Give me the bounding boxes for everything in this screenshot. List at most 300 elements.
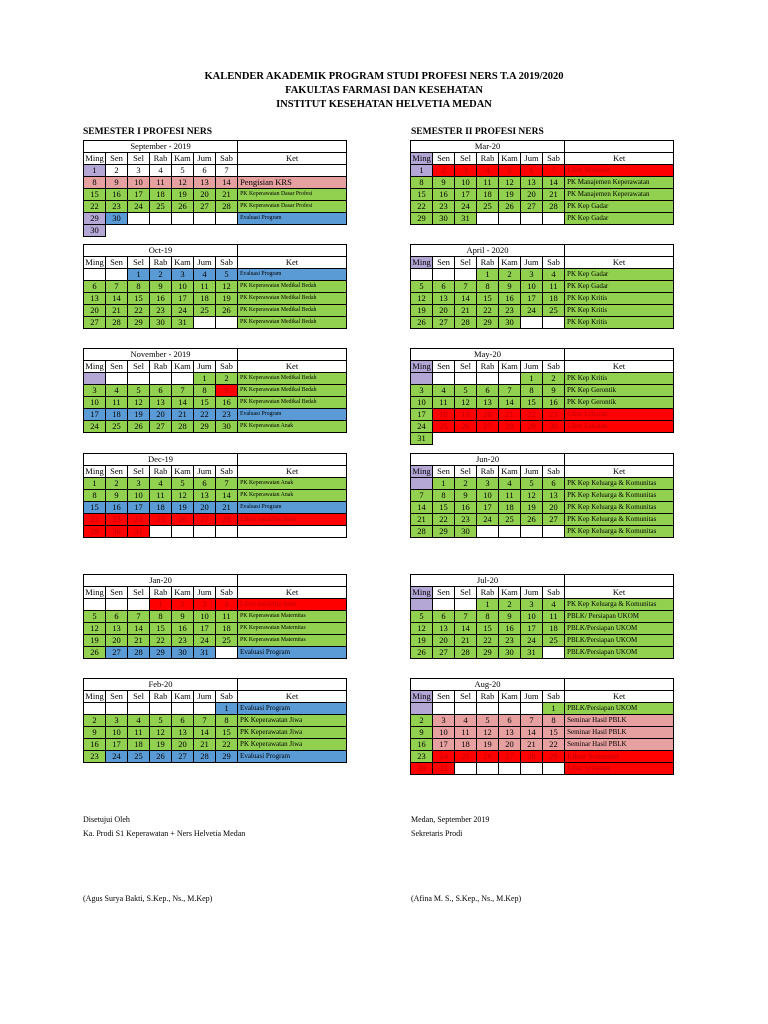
week-row [411,490,674,502]
week-row [84,611,347,623]
ket-header: Ket [565,691,674,703]
date-cell: 14 [455,293,477,305]
date-cell [172,373,194,385]
date-cell: 2 [216,373,238,385]
date-cell: 25 [433,421,455,433]
day-header: Jum [194,153,216,165]
date-cell: 28 [194,751,216,763]
date-cell: 25 [128,751,150,763]
date-cell: 20 [194,502,216,514]
month-table [410,348,674,445]
month-name: Aug-20 [411,679,565,691]
day-header: Jum [521,587,543,599]
date-cell: 29 [477,317,499,329]
date-cell: 4 [543,599,565,611]
day-header: Sel [128,587,150,599]
ket-header: Ket [238,361,347,373]
ket-cell: Evaluasi Program [238,647,347,659]
day-header: Kam [172,587,194,599]
ket-header: Ket [565,587,674,599]
date-cell: 21 [216,502,238,514]
date-cell: 3 [172,269,194,281]
date-cell: 21 [172,409,194,421]
date-cell: 7 [216,478,238,490]
date-cell: 8 [216,715,238,727]
date-cell: 15 [128,293,150,305]
date-cell: 10 [106,727,128,739]
month-table [410,678,674,775]
date-cell: 30 [106,526,128,538]
ket-cell: PK Keperawatan Medikal Bedah [238,293,347,305]
date-cell: 16 [106,189,128,201]
ket-cell: PK Kep Keluarga & Komunitas [565,599,674,611]
date-cell: 19 [150,739,172,751]
date-cell: 16 [455,502,477,514]
date-cell: 17 [194,623,216,635]
ket-header: Ket [565,361,674,373]
secretary-role: Sekretaris Prodi [411,829,463,838]
date-cell: 9 [433,177,455,189]
date-cell [543,763,565,775]
day-header: Ming [85,466,104,476]
day-header: Sen [433,361,455,373]
date-cell: 6 [194,165,216,177]
date-cell: 16 [433,189,455,201]
date-cell [477,703,499,715]
date-cell: 18 [128,739,150,751]
date-cell: 29 [150,647,172,659]
date-cell [521,317,543,329]
date-cell [411,478,433,490]
date-cell: 17 [128,502,150,514]
ket-cell: PK Keperawatan Medikal Bedah [238,281,347,293]
day-header: Sel [455,361,477,373]
week-row [84,490,347,502]
day-header: Ming [412,361,431,371]
date-cell: 8 [433,490,455,502]
date-cell: 7 [455,281,477,293]
date-cell: 21 [543,189,565,201]
date-cell: 8 [477,281,499,293]
date-cell: 24 [521,305,543,317]
date-cell: 23 [455,514,477,526]
date-cell [216,526,238,538]
date-cell: 29 [543,751,565,763]
date-cell: 4 [477,165,499,177]
date-cell: 30 [150,317,172,329]
date-cell: 12 [411,623,433,635]
ket-cell: PK Kep Keluarga & Komunitas [565,514,674,526]
day-header: Sab [216,466,238,478]
date-cell: 31 [411,433,433,445]
week-row [411,635,674,647]
month-name: Jun-20 [411,454,565,466]
date-cell: 9 [216,385,238,397]
date-cell: 18 [106,409,128,421]
date-cell [455,763,477,775]
day-header: Sel [455,587,477,599]
date-cell: 11 [455,727,477,739]
date-cell: 20 [106,635,128,647]
day-header: Kam [172,466,194,478]
date-cell: 3 [128,478,150,490]
day-header: Sel [455,257,477,269]
date-cell: 4 [216,599,238,611]
date-cell: 5 [150,715,172,727]
date-cell: 2 [84,715,106,727]
day-header: Sel [455,153,477,165]
date-cell: 28 [106,317,128,329]
date-cell: 5 [84,611,106,623]
date-cell: 14 [216,177,238,189]
day-header: Ming [85,361,104,371]
day-header: Sab [543,361,565,373]
date-cell: 23 [499,635,521,647]
month-table [410,244,674,329]
date-cell: 10 [84,397,106,409]
date-cell: 21 [216,189,238,201]
date-cell [128,599,150,611]
day-header: Ming [412,691,431,701]
date-cell [194,317,216,329]
week-row [84,751,347,763]
date-cell: 22 [128,305,150,317]
date-cell: 24 [521,635,543,647]
week-row [84,502,347,514]
date-cell: 10 [477,490,499,502]
ket-cell: Evaluasi Program [238,751,347,763]
date-cell [477,526,499,538]
day-header: Sab [543,257,565,269]
month-table [83,244,347,329]
week-row [411,201,674,213]
ket-cell: PBLK/ Persiapan UKOM [565,611,674,623]
month-name: April - 2020 [411,245,565,257]
date-cell: 27 [433,317,455,329]
date-cell: 10 [128,490,150,502]
day-header: Sen [433,691,455,703]
day-header: Sen [106,466,128,478]
day-header: Rab [477,691,499,703]
day-header: Kam [172,257,194,269]
ket-cell: PBLK/Persiapan UKOM [565,647,674,659]
date-cell: 13 [106,623,128,635]
date-cell: 28 [455,647,477,659]
date-cell: 29 [411,213,433,225]
date-cell: 25 [543,305,565,317]
date-cell: 24 [128,514,150,526]
date-cell: 24 [411,421,433,433]
date-cell [499,213,521,225]
date-cell: 28 [499,421,521,433]
date-cell [411,373,433,385]
date-cell: 23 [106,201,128,213]
week-row [84,739,347,751]
date-cell: 3 [128,165,150,177]
date-cell: 9 [499,281,521,293]
ket-cell: PK Manajemen Keperawatan [565,177,674,189]
date-cell: 6 [433,281,455,293]
date-cell: 2 [106,478,128,490]
date-cell: 9 [455,490,477,502]
day-header: Sab [543,466,565,478]
ket-header: Ket [238,153,347,165]
week-row [84,201,347,213]
date-cell: 23 [411,751,433,763]
date-cell: 4 [455,715,477,727]
semester-1-heading: SEMESTER I PROFESI NERS [83,127,213,137]
date-cell: 20 [499,739,521,751]
date-cell: 16 [150,293,172,305]
week-row [84,213,347,225]
date-cell [543,317,565,329]
day-header: Rab [150,587,172,599]
week-row [411,269,674,281]
date-cell: 27 [477,421,499,433]
week-row [84,225,347,237]
ket-header: Ket [238,466,347,478]
date-cell: 8 [84,490,106,502]
day-header: Jum [521,691,543,703]
date-cell: 26 [455,421,477,433]
ket-header: Ket [565,466,674,478]
ket-cell: PK Keperawatan Medikal Bedah [238,397,347,409]
week-row [411,526,674,538]
day-header: Jum [521,257,543,269]
ket-cell: PK Keperawatan Anak [238,421,347,433]
date-cell: 22 [521,409,543,421]
date-cell: 18 [216,623,238,635]
month-header-blank [238,141,347,153]
day-header: Rab [477,361,499,373]
date-cell: 26 [84,647,106,659]
ket-cell: PK Keperawatan Maternitas [238,611,347,623]
week-row [84,727,347,739]
week-row [411,373,674,385]
ket-cell: PK Kep Kritis [565,305,674,317]
date-cell: 15 [477,293,499,305]
date-cell: 17 [128,189,150,201]
day-header: Sab [216,361,238,373]
day-header: Rab [477,466,499,478]
date-cell: 12 [477,727,499,739]
date-cell: 29 [433,526,455,538]
date-cell: 19 [411,635,433,647]
date-cell: 19 [455,409,477,421]
date-cell [543,647,565,659]
date-cell: 5 [455,385,477,397]
date-cell: 5 [499,165,521,177]
date-cell: 22 [150,635,172,647]
week-row [84,623,347,635]
date-cell [194,526,216,538]
date-cell: 9 [499,611,521,623]
ket-cell: PK Keperawatan Dasar Profesi [238,189,347,201]
title-2: FAKULTAS FARMASI DAN KESEHATAN [285,85,483,96]
date-cell: 15 [543,727,565,739]
date-cell: 21 [128,635,150,647]
day-header: Ming [85,257,104,267]
ket-cell: PBLK/Persiapan UKOM [565,623,674,635]
month-header-blank [565,349,674,361]
day-header: Sen [433,466,455,478]
date-cell [433,599,455,611]
date-cell [128,373,150,385]
ket-cell: PK Keperawatan Anak [238,490,347,502]
month-header-blank [238,679,347,691]
date-cell [499,373,521,385]
ket-cell: Seminar Hasil PBLK [565,715,674,727]
week-row [411,478,674,490]
date-cell: 9 [150,281,172,293]
ket-header: Ket [238,691,347,703]
date-cell: 25 [106,421,128,433]
date-cell [172,703,194,715]
ket-cell: Evaluasi Program [238,269,347,281]
date-cell: 1 [194,373,216,385]
date-cell: 19 [499,189,521,201]
date-cell: 8 [543,715,565,727]
date-cell: 8 [477,611,499,623]
day-header: Rab [150,153,172,165]
date-cell: 11 [106,397,128,409]
month-header-blank [565,679,674,691]
date-cell: 24 [84,421,106,433]
date-cell: 10 [194,611,216,623]
date-cell: 24 [433,751,455,763]
ket-cell: PK Kep Kritis [565,373,674,385]
date-cell: 11 [216,611,238,623]
date-cell [411,703,433,715]
date-cell: 16 [216,397,238,409]
date-cell: 31 [128,526,150,538]
date-cell: 11 [150,490,172,502]
date-cell [499,526,521,538]
day-header: Sen [106,257,128,269]
date-cell: 19 [521,502,543,514]
date-cell: 21 [411,514,433,526]
date-cell: 1 [128,269,150,281]
date-cell: 1 [477,599,499,611]
day-header: Jum [194,361,216,373]
date-cell: 7 [543,165,565,177]
week-row [411,213,674,225]
week-row [84,599,347,611]
date-cell: 4 [194,269,216,281]
date-cell [521,526,543,538]
date-cell: 4 [543,269,565,281]
date-cell: 8 [84,177,106,189]
date-cell: 12 [172,177,194,189]
date-cell: 31 [194,647,216,659]
date-cell: 6 [84,281,106,293]
date-cell: 19 [216,293,238,305]
day-header: Jum [194,257,216,269]
day-header: Sel [455,466,477,478]
date-cell: 22 [194,409,216,421]
date-cell [455,269,477,281]
ket-cell: PK Kep Keluarga & Komunitas [565,478,674,490]
date-cell [477,213,499,225]
day-header: Sen [106,587,128,599]
day-header: Rab [150,257,172,269]
date-cell [433,269,455,281]
date-cell: 5 [216,269,238,281]
date-cell: 20 [84,305,106,317]
date-cell: 30 [543,421,565,433]
day-header: Sab [216,257,238,269]
day-header: Rab [150,361,172,373]
date-cell: 18 [543,623,565,635]
date-cell: 1 [543,703,565,715]
date-cell: 5 [172,478,194,490]
week-row [84,385,347,397]
day-header: Sen [433,587,455,599]
date-cell: 16 [543,397,565,409]
date-cell: 12 [216,281,238,293]
date-cell: 12 [499,177,521,189]
day-header: Jum [194,691,216,703]
ket-cell: PK Keperawatan Jiwa [238,727,347,739]
week-row [84,165,347,177]
date-cell: 30 [172,647,194,659]
date-cell: 30 [216,421,238,433]
date-cell: 1 [150,599,172,611]
ket-cell: Libur natal/thn baru [238,514,347,526]
day-header: Kam [172,361,194,373]
date-cell: 30 [433,213,455,225]
week-row [411,727,674,739]
day-header: Sel [128,361,150,373]
date-cell: 17 [172,293,194,305]
title-1: KALENDER AKADEMIK PROGRAM STUDI PROFESI NERS T.A 2019/2020 [204,71,564,82]
day-header: Jum [521,361,543,373]
day-header: Sab [543,691,565,703]
secretary-name: (Afina M. S., S.Kep., Ns., M.Kep) [411,894,522,903]
date-cell: 8 [194,385,216,397]
date-cell: 1 [84,478,106,490]
approver-role: Ka. Prodi S1 Keperawatan + Ners Helvetia Medan [83,829,246,838]
ket-cell: Libur Lebaran [565,421,674,433]
date-cell: 22 [477,305,499,317]
date-cell: 5 [411,281,433,293]
week-row [411,281,674,293]
day-header: Kam [499,691,521,703]
title-3: INSTITUT KESEHATAN HELVETIA MEDAN [276,99,492,110]
week-row [84,635,347,647]
day-header: Sel [128,153,150,165]
date-cell: 11 [433,397,455,409]
date-cell: 16 [411,739,433,751]
ket-cell: PK Keperawatan Jiwa [238,739,347,751]
week-row [84,177,347,189]
day-header: Ming [412,587,431,597]
day-header: Kam [499,153,521,165]
day-header: Jum [194,587,216,599]
week-row [84,421,347,433]
date-cell [84,703,106,715]
week-row [411,703,674,715]
day-header: Sab [216,153,238,165]
date-cell: 21 [521,739,543,751]
approved-by: Disetujui Oleh [83,815,130,824]
date-cell: 14 [411,502,433,514]
date-cell: 9 [84,727,106,739]
date-cell: 26 [411,647,433,659]
ket-cell: PK Keperawatan Anak [238,478,347,490]
date-cell: 9 [172,611,194,623]
ket-cell: PK Keperawatan Medikal Bedah [238,305,347,317]
